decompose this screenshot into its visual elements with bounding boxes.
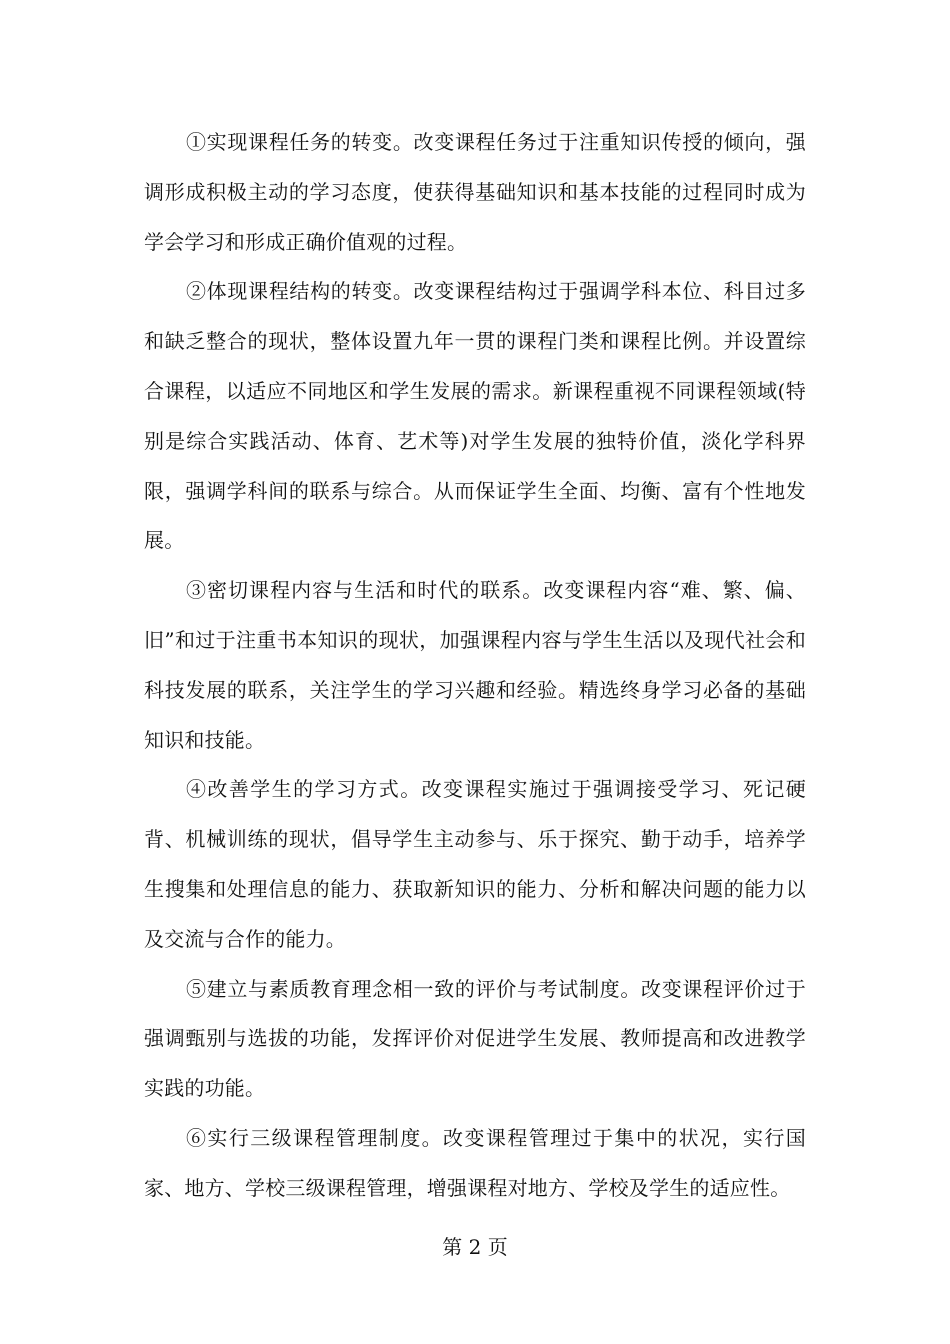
paragraph-course-content: ③密切课程内容与生活和时代的联系。改变课程内容“难、繁、偏、旧”和过于注重书本知识的现状，加强课程内容与学生生活以及现代社会和科技发展的联系，关注学生的学习兴趣和经验。精选终身学习必备的基础知识和技能。 xyxy=(144,578,806,752)
paragraph-evaluation-system: ⑤建立与素质教育理念相一致的评价与考试制度。改变课程评价过于强调甄别与选拔的功能，发挥评价对促进学生发展、教师提高和改进教学实践的功能。 xyxy=(144,976,806,1101)
document-body xyxy=(144,118,806,1214)
paragraph-course-structure: ②体现课程结构的转变。改变课程结构过于强调学科本位、科目过多和缺乏整合的现状，整体设置九年一贯的课程门类和课程比例。并设置综合课程，以适应不同地区和学生发展的需求。新课程重视不同课程领域(特别是综合实践活动、体育、艺术等)对学生发展的独特价值，淡化学科界限，强调学科间的联系与综合。从而保证学生全面、均衡、富有个性地发展。 xyxy=(144,279,806,553)
page-number: 第 2 页 xyxy=(442,1235,508,1259)
paragraph-course-task: ①实现课程任务的转变。改变课程任务过于注重知识传授的倾向，强调形成积极主动的学习态度，使获得基础知识和基本技能的过程同时成为学会学习和形成正确价值观的过程。 xyxy=(144,130,806,254)
paragraph-course-management: ⑥实行三级课程管理制度。改变课程管理过于集中的状况，实行国家、地方、学校三级课程管理，增强课程对地方、学校及学生的适应性。 xyxy=(144,1125,806,1200)
paragraph-learning-method: ④改善学生的学习方式。改变课程实施过于强调接受学习、死记硬背、机械训练的现状，倡导学生主动参与、乐于探究、勤于动手，培养学生搜集和处理信息的能力、获取新知识的能力、分析和解决问题的能力以及交流与合作的能力。 xyxy=(144,777,806,951)
